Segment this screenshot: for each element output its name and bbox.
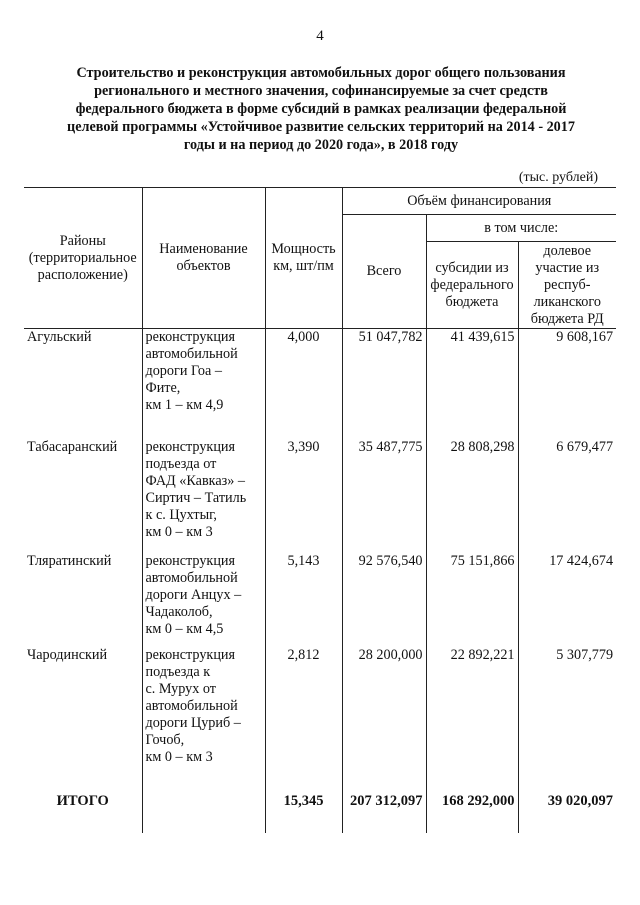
republic-cell: 5 307,779: [518, 647, 616, 785]
header-federal: субсидии из федерального бюджета: [426, 242, 518, 329]
federal-cell: 22 892,221: [426, 647, 518, 785]
header-object: Наименование объектов: [142, 188, 265, 329]
capacity-cell: 4,000: [265, 329, 342, 439]
totals-row: [24, 785, 616, 833]
totals-federal: 168 292,000: [426, 785, 518, 833]
federal-cell: 28 808,298: [426, 439, 518, 553]
federal-cell: 75 151,866: [426, 553, 518, 647]
republic-cell: 9 608,167: [518, 329, 616, 439]
republic-cell: 17 424,674: [518, 553, 616, 647]
financing-table: [24, 187, 616, 833]
district-cell: Табасаранский: [24, 439, 142, 553]
total-cell: 35 487,775: [342, 439, 426, 553]
title-line: целевой программы «Устойчивое развитие сельских территорий на 2014 - 2017: [67, 119, 575, 135]
page-number: 4: [316, 28, 324, 44]
header-capacity: Мощность км, шт/пм: [265, 188, 342, 329]
object-cell: реконструкция подъезда к с. Мурух от автомобильной дороги Цуриб – Гочоб, км 0 – км 3: [142, 647, 265, 785]
total-cell: 51 047,782: [342, 329, 426, 439]
title-line: Строительство и реконструкция автомобильных дорог общего пользования: [76, 65, 566, 81]
object-cell: реконструкция автомобильной дороги Анцух – Чадаколоб, км 0 – км 4,5: [142, 553, 265, 647]
total-cell: 28 200,000: [342, 647, 426, 785]
republic-cell: 6 679,477: [518, 439, 616, 553]
object-cell: реконструкция подъезда от ФАД «Кавказ» – Сиртич – Татиль к с. Цухтыг, км 0 – км 3: [142, 439, 265, 553]
district-cell: Чародинский: [24, 647, 142, 785]
capacity-cell: 2,812: [265, 647, 342, 785]
title-line: годы и на период до 2020 года», в 2018 году: [183, 137, 459, 153]
table-row: [24, 439, 616, 553]
title-line: федерального бюджета в форме субсидий в рамках реализации федеральной: [75, 101, 567, 117]
header-total: Всего: [342, 215, 426, 329]
district-cell: Тляратинский: [24, 553, 142, 647]
header-financing: Объём финансирования: [342, 188, 616, 215]
header-district: Районы (территориальное расположение): [24, 188, 142, 329]
totals-object-cell: [142, 785, 265, 833]
federal-cell: 41 439,615: [426, 329, 518, 439]
document-title: [30, 64, 612, 154]
capacity-cell: 5,143: [265, 553, 342, 647]
table-row: [24, 647, 616, 785]
totals-total: 207 312,097: [342, 785, 426, 833]
table-row: [24, 329, 616, 439]
units-label: (тыс. рублей): [518, 170, 598, 185]
district-cell: Агульский: [24, 329, 142, 439]
totals-label: ИТОГО: [24, 785, 142, 833]
capacity-cell: 3,390: [265, 439, 342, 553]
header-republic: долевое участие из респуб- ликанского бюджета РД: [518, 242, 616, 329]
table-row: [24, 553, 616, 647]
title-line: регионального и местного значения, софинансируемые за счет средств: [94, 83, 548, 99]
totals-capacity: 15,345: [265, 785, 342, 833]
totals-republic: 39 020,097: [518, 785, 616, 833]
header-including: в том числе:: [426, 215, 616, 242]
object-cell: реконструкция автомобильной дороги Гоа – Фите, км 1 – км 4,9: [142, 329, 265, 439]
total-cell: 92 576,540: [342, 553, 426, 647]
